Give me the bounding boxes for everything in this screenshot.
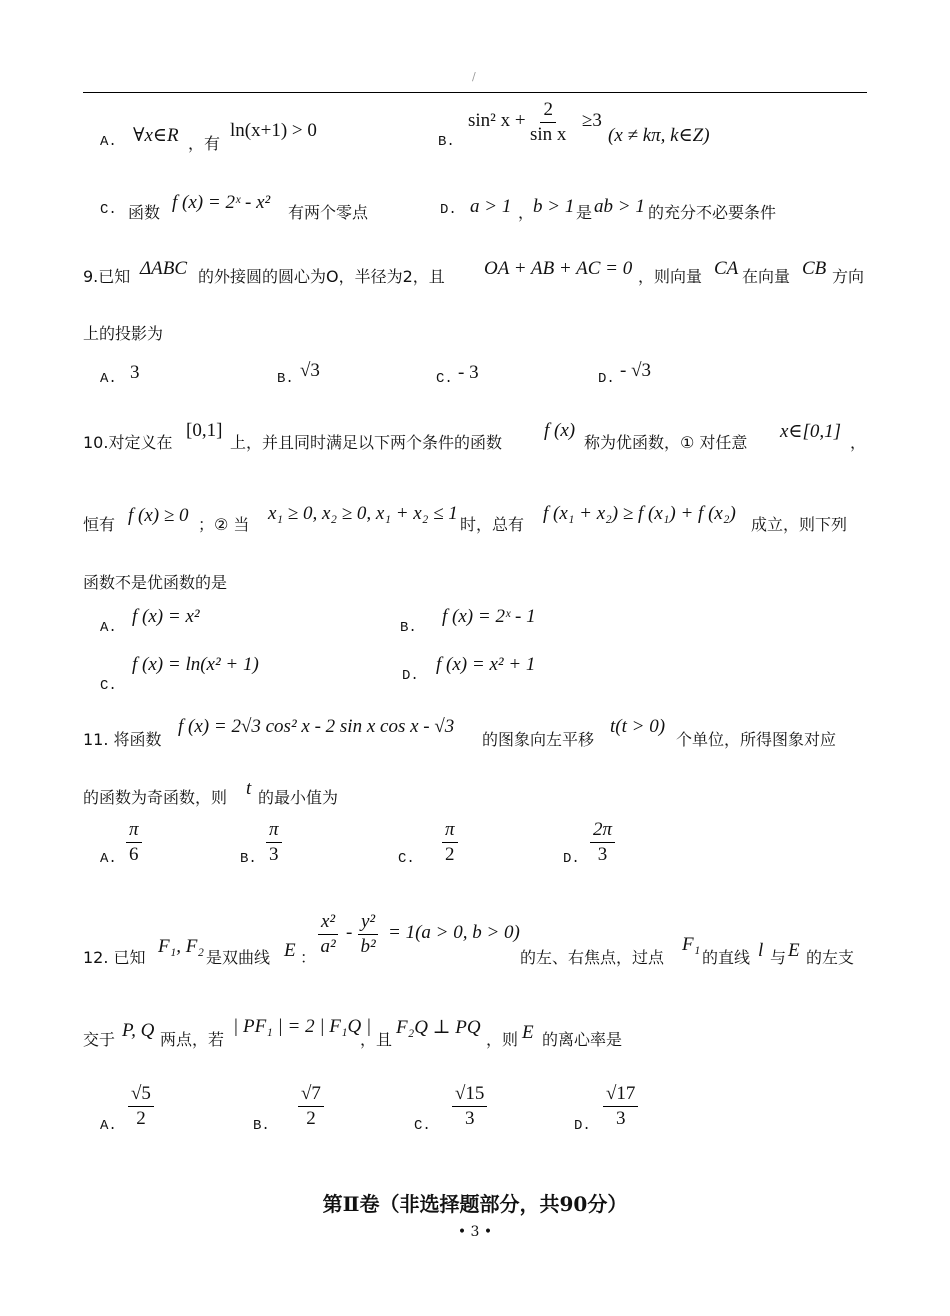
q12-e2: E	[788, 940, 800, 961]
q8-option-b-post: ≥3	[582, 110, 602, 131]
q12-text-6: 与	[770, 948, 787, 967]
q12-option-a-label: A.	[100, 1118, 117, 1134]
q12-f1: F₁	[682, 934, 701, 955]
q11-l2-c: 的最小值为	[258, 788, 339, 807]
q12-option-b-den: 2	[306, 1108, 316, 1129]
q8-option-c-post: 有两个零点	[288, 203, 369, 222]
q9-option-c-value: - 3	[458, 362, 479, 383]
q12-text-3: ：	[300, 948, 317, 967]
q10-option-d-expr: f (x) = x² + 1	[436, 654, 536, 675]
q12-l2-d: ，则	[486, 1030, 519, 1049]
q11-option-d-fraction	[590, 818, 615, 867]
q12-option-c-num: √15	[452, 1082, 487, 1107]
q8-option-b-label: B.	[438, 134, 455, 150]
q9-option-b-value: √3	[300, 360, 320, 381]
q10-text-4: ，	[850, 433, 867, 452]
q12-option-c-den: 3	[464, 1108, 475, 1129]
q11-option-d-den: 3	[597, 844, 608, 865]
q9-text-5: 方向	[832, 267, 865, 286]
q12-frac-x-num: x²	[318, 910, 338, 935]
q9-option-d-value: - √3	[620, 360, 652, 381]
q9-text-1: 9.已知	[83, 267, 131, 286]
q11-text-1: 11. 将函数	[83, 730, 162, 749]
q8-option-d-expr2: b > 1	[533, 196, 575, 217]
q10-option-b-label: B.	[400, 620, 417, 636]
q12-text-1: 12. 已知	[83, 948, 146, 967]
q11-option-a-label: A.	[100, 851, 117, 867]
q9-line-2: 上的投影为	[83, 324, 164, 343]
q8-option-b-pre: sin² x +	[468, 110, 526, 131]
page-number: • 3 •	[457, 1224, 493, 1240]
q11-option-a-num: π	[126, 818, 142, 843]
q10-interval: [0,1]	[186, 420, 223, 441]
q12-frac-y-den: b²	[360, 936, 376, 957]
q12-cond: | PF₁ | = 2 | F₁Q |	[233, 1016, 372, 1037]
q12-frac-y	[358, 910, 378, 959]
q9-option-c-label: C.	[436, 371, 453, 387]
q8-option-a-label: A.	[100, 134, 117, 150]
q12-text-5: 的直线	[702, 948, 751, 967]
q11-option-c-num: π	[442, 818, 458, 843]
q8-option-d-mid: 是	[576, 203, 593, 222]
q10-line-3: 函数不是优函数的是	[83, 573, 228, 592]
q11-text-2: 的图象向左平移	[482, 730, 595, 749]
q11-option-d-label: D.	[563, 851, 580, 867]
header-rule	[83, 92, 867, 93]
q10-l2-c: ；② 当	[198, 515, 250, 534]
q10-option-a-expr: f (x) = x²	[132, 606, 200, 627]
q11-option-b-num: π	[266, 818, 282, 843]
q11-option-c-den: 2	[445, 844, 455, 865]
q11-l2-t: t	[246, 778, 252, 799]
q11-function: f (x) = 2√3 cos² x - 2 sin x cos x - √3	[178, 716, 455, 737]
q10-option-d-label: D.	[402, 668, 419, 684]
q10-text-3: 称为优函数，① 对任意	[584, 433, 748, 452]
q8-option-a-expr1: ∀x∈R	[133, 125, 179, 146]
q8-option-d-post: 的充分不必要条件	[648, 203, 777, 222]
q11-option-b-label: B.	[240, 851, 257, 867]
q12-perp: F₂Q ⊥ PQ	[396, 1017, 481, 1038]
q12-option-c-label: C.	[414, 1118, 431, 1134]
q8-option-b-cond: (x ≠ kπ, k∈Z)	[608, 125, 710, 146]
q12-option-b-label: B.	[253, 1118, 270, 1134]
q10-l2-a: 恒有	[83, 515, 116, 534]
q11-option-c-label: C.	[398, 851, 415, 867]
q8-option-d-label: D.	[440, 202, 457, 218]
q10-l2-e: 时，总有	[460, 515, 525, 534]
q9-vector-cb: CB	[802, 258, 827, 279]
q12-e3: E	[522, 1022, 534, 1043]
q12-option-c-fraction	[452, 1082, 487, 1131]
q12-frac-x-den: a²	[320, 936, 336, 957]
q12-e: E	[284, 940, 296, 961]
q8-option-b-num: 2	[540, 98, 556, 123]
q8-option-a-expr2: ln(x+1) > 0	[230, 120, 317, 141]
q12-option-d-num: √17	[603, 1082, 638, 1107]
header-mark: /	[472, 70, 476, 83]
q9-option-a-value: 3	[130, 362, 140, 383]
q10-l2-cond1: f (x) ≥ 0	[128, 505, 189, 526]
q11-text-3: 个单位，所得图象对应	[676, 730, 837, 749]
q12-option-d-label: D.	[574, 1118, 591, 1134]
q12-pq: P, Q	[122, 1020, 155, 1041]
q12-option-a-den: 2	[136, 1108, 146, 1129]
q12-option-d-den: 3	[615, 1108, 626, 1129]
q8-option-b-den: sin x	[530, 124, 567, 145]
q12-l2-b: 两点，若	[160, 1030, 225, 1049]
q11-option-b-fraction	[266, 818, 282, 867]
q12-frac-x	[318, 910, 338, 959]
q10-text-2: 上，并且同时满足以下两个条件的函数	[230, 433, 503, 452]
q10-text-1: 10.对定义在	[83, 433, 173, 452]
q10-l2-ineq: f (x₁ + x₂) ≥ f (x₁) + f (x₂)	[543, 503, 736, 524]
q11-t: t(t > 0)	[610, 716, 666, 737]
q8-option-c-label: C.	[100, 202, 117, 218]
q9-option-a-label: A.	[100, 371, 117, 387]
q12-l2-a: 交于	[83, 1030, 116, 1049]
q8-option-d-sep: ，	[518, 203, 535, 222]
q12-option-b-fraction	[298, 1082, 324, 1131]
q9-text-4: 在向量	[742, 267, 791, 286]
q10-l2-cond2: x₁ ≥ 0, x₂ ≥ 0, x₁ + x₂ ≤ 1	[268, 503, 458, 524]
q9-option-b-label: B.	[277, 371, 294, 387]
q9-vector-eq: OA + AB + AC = 0	[484, 258, 633, 279]
q12-minus: -	[346, 922, 353, 943]
q9-text-3: ，则向量	[638, 267, 703, 286]
q10-option-b-expr: f (x) = 2ˣ - 1	[442, 606, 536, 627]
q11-option-a-fraction	[126, 818, 142, 867]
q12-l: l	[758, 940, 764, 961]
q12-option-d-fraction	[603, 1082, 638, 1131]
q9-vector-ca: CA	[714, 258, 739, 279]
q10-option-a-label: A.	[100, 620, 117, 636]
q11-option-a-den: 6	[129, 844, 139, 865]
q11-option-b-den: 3	[269, 844, 279, 865]
q12-frac-y-num: y²	[358, 910, 378, 935]
q12-option-a-fraction	[128, 1082, 154, 1131]
q12-text-2: 是双曲线	[206, 948, 271, 967]
q8-option-d-expr1: a > 1	[470, 196, 512, 217]
q8-option-c-pre: 函数	[128, 203, 161, 222]
q12-text-7: 的左支	[806, 948, 855, 967]
q12-option-a-num: √5	[128, 1082, 154, 1107]
q8-option-b-fraction	[530, 98, 566, 147]
q11-l2-a: 的函数为奇函数，则	[83, 788, 228, 807]
q8-option-a-mid: ，有	[188, 134, 221, 153]
q10-x-in: x∈[0,1]	[780, 421, 842, 442]
section-title: 第Ⅱ卷（非选择题部分，共90分）	[322, 1192, 628, 1216]
q11-option-c-fraction	[442, 818, 458, 867]
q12-l2-c: ，且	[360, 1030, 393, 1049]
q12-foci: F₁, F₂	[158, 936, 204, 957]
q10-l2-g: 成立，则下列	[751, 515, 848, 534]
q8-option-c-expr: f (x) = 2ˣ - x²	[172, 192, 271, 213]
q12-option-b-num: √7	[298, 1082, 324, 1107]
q11-option-d-num: 2π	[590, 818, 615, 843]
q10-option-c-expr: f (x) = ln(x² + 1)	[132, 654, 259, 675]
q9-text-2: 的外接圆的圆心为O，半径为2，且	[198, 267, 445, 286]
q10-fx: f (x)	[544, 420, 576, 441]
q9-option-d-label: D.	[598, 371, 615, 387]
q9-triangle: ΔABC	[140, 258, 188, 279]
q12-l2-e: 的离心率是	[542, 1030, 623, 1049]
q12-text-4: 的左、右焦点，过点	[520, 948, 665, 967]
q8-option-d-expr3: ab > 1	[594, 196, 645, 217]
q10-option-c-label: C.	[100, 678, 117, 694]
q12-eq: = 1(a > 0, b > 0)	[388, 922, 520, 943]
